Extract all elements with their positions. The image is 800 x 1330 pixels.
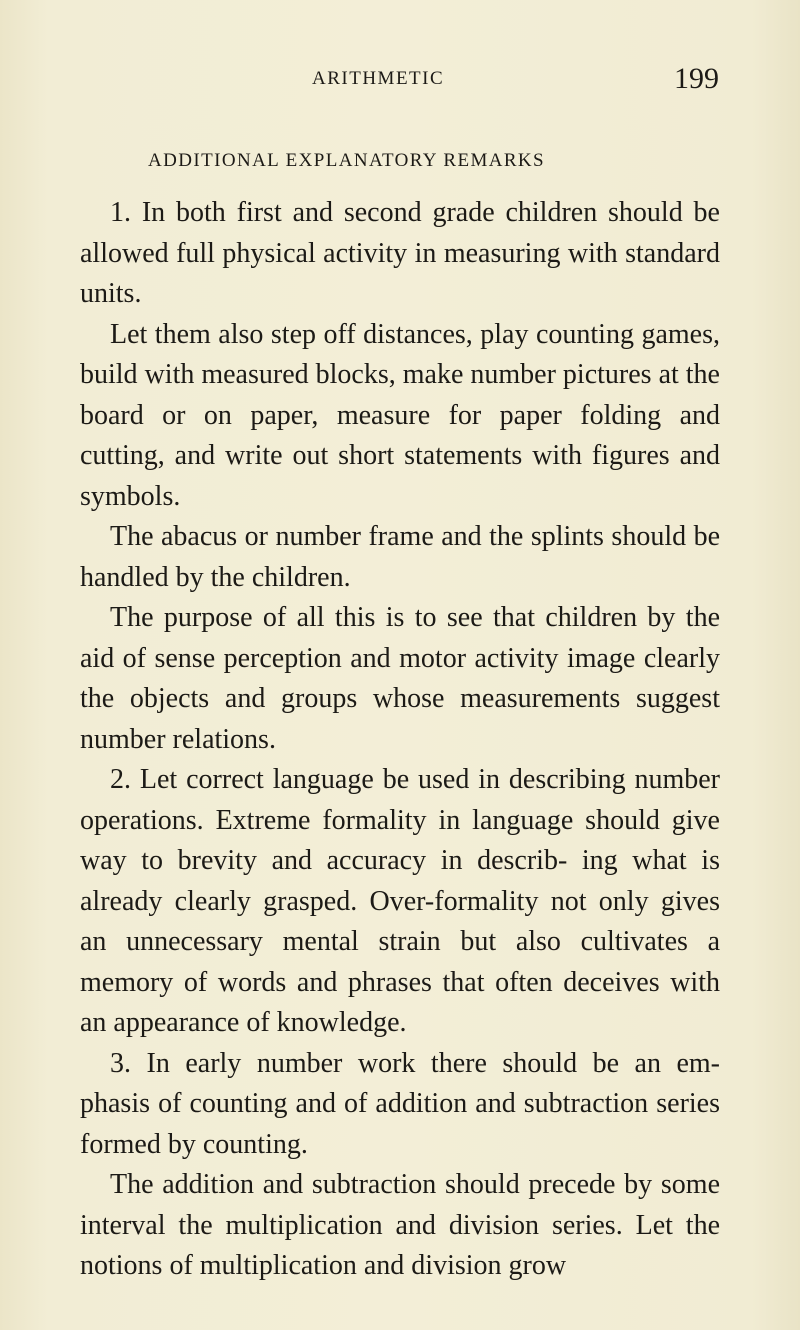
paragraph-6: 3. In early number work there should be an em- phasis of counting and of addition and subtraction series formed by counting.	[80, 1047, 720, 1160]
running-head	[0, 62, 800, 102]
section-heading: ADDITIONAL EXPLANATORY REMARKS	[148, 150, 546, 171]
paragraph-5: 2. Let correct language be used in describing number operations. Extreme formality in language should give way to brevity and accuracy in describ- ing what is already clearly grasped. Over-formality not only gives an unnecessary mental strain but also cultivates a memory of words and phrases that often deceives with an appearance of knowledge.	[80, 764, 720, 1038]
running-title: ARITHMETIC	[312, 68, 445, 89]
page-number: 199	[674, 62, 719, 95]
body-text	[80, 193, 720, 1287]
paragraph-2: Let them also step off distances, play counting games, build with measured blocks, make number pictures at the board or on paper, measure for paper folding and cutting, and write out short statements with figures and symbols.	[80, 318, 720, 512]
paragraph-7: The addition and subtraction should precede by some interval the multiplication and division series. Let the notions of multiplication and division grow	[80, 1169, 720, 1281]
paragraph-1: 1. In both first and second grade children should be allowed full physical activity in measuring with standard units.	[80, 197, 720, 309]
paragraph-3: The abacus or number frame and the splints should be handled by the children.	[80, 521, 720, 593]
paragraph-4: The purpose of all this is to see that children by the aid of sense perception and motor activity image clearly the objects and groups whose measurements suggest number relations.	[80, 602, 720, 755]
